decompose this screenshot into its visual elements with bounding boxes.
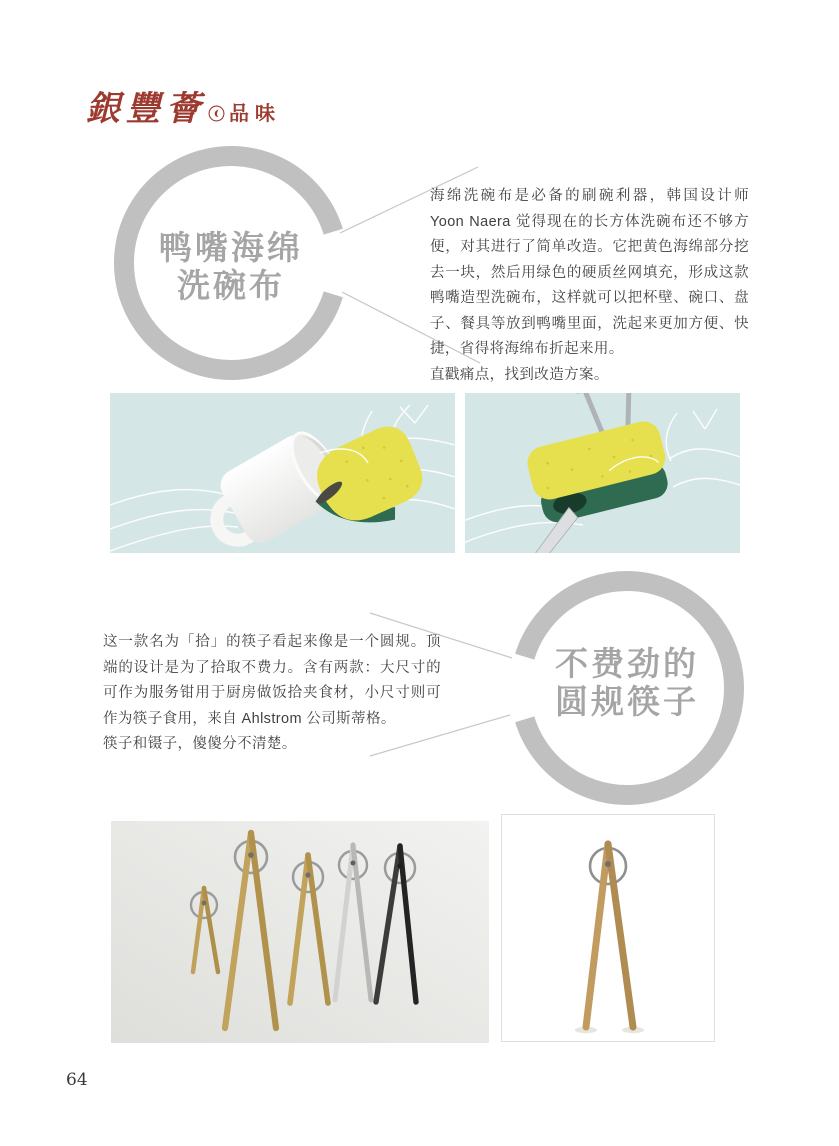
photo-compass-chopsticks-set xyxy=(111,821,489,1043)
photo-sponge-holding-cutlery xyxy=(465,393,740,553)
section1-tagline: 直戳痛点，找到改造方案。 xyxy=(430,366,609,383)
badge-title-line1: 鸭嘴海绵 xyxy=(159,229,303,266)
section1-body: 海绵洗碗布是必备的刷碗利器，韩国设计师 Yoon Naera 觉得现在的长方体洗碗布还不够方便，对其进行了简单改造。它把黄色海绵部分挖去一块，然后用绿色的硬质丝网填充，形成这款鸭嘴造型洗碗布，这样就可以把杯壁、碗口、盘子、餐具等放到鸭嘴里面，洗起来更加方便、快捷，省得将海绵布折起来用。 xyxy=(430,188,749,357)
badge-title-line2: 洗碗布 xyxy=(177,267,285,304)
section1-copy xyxy=(430,184,749,388)
pointer-line-bottom xyxy=(370,715,510,756)
pointer-line-top xyxy=(370,613,512,658)
pivot xyxy=(605,861,611,867)
badge-title-sponge xyxy=(101,229,361,305)
section2-body: 这一款名为「拾」的筷子看起来像是一个圆规。顶端的设计是为了拾取不费力。含有两款：大尺寸的可作为服务钳用于厨房做饭拾夹食材，小尺寸则可作为筷子食用，来自 Ahlstrom 公司斯蒂格。 xyxy=(103,634,441,727)
badge-title-line1: 不费劲的 xyxy=(555,645,699,682)
photo-sponge-holding-cup xyxy=(110,393,455,553)
pivot xyxy=(351,861,356,866)
pivot xyxy=(305,872,310,877)
page-number: 64 xyxy=(66,1070,88,1090)
badge-title-line2: 圆规筷子 xyxy=(555,683,699,720)
section2-tagline: 筷子和镊子，傻傻分不清楚。 xyxy=(103,736,297,752)
logo-tagline-text: 品味 xyxy=(229,101,281,125)
pivot xyxy=(202,901,207,906)
swirl-icon xyxy=(208,105,225,122)
logo-brand-text: 銀豐薈 xyxy=(86,89,206,129)
photo-compass-chopstick-single xyxy=(501,814,715,1042)
magazine-logo xyxy=(86,74,281,129)
badge-title-chopsticks xyxy=(497,645,757,721)
pivot xyxy=(248,852,254,858)
pivot xyxy=(397,863,402,868)
